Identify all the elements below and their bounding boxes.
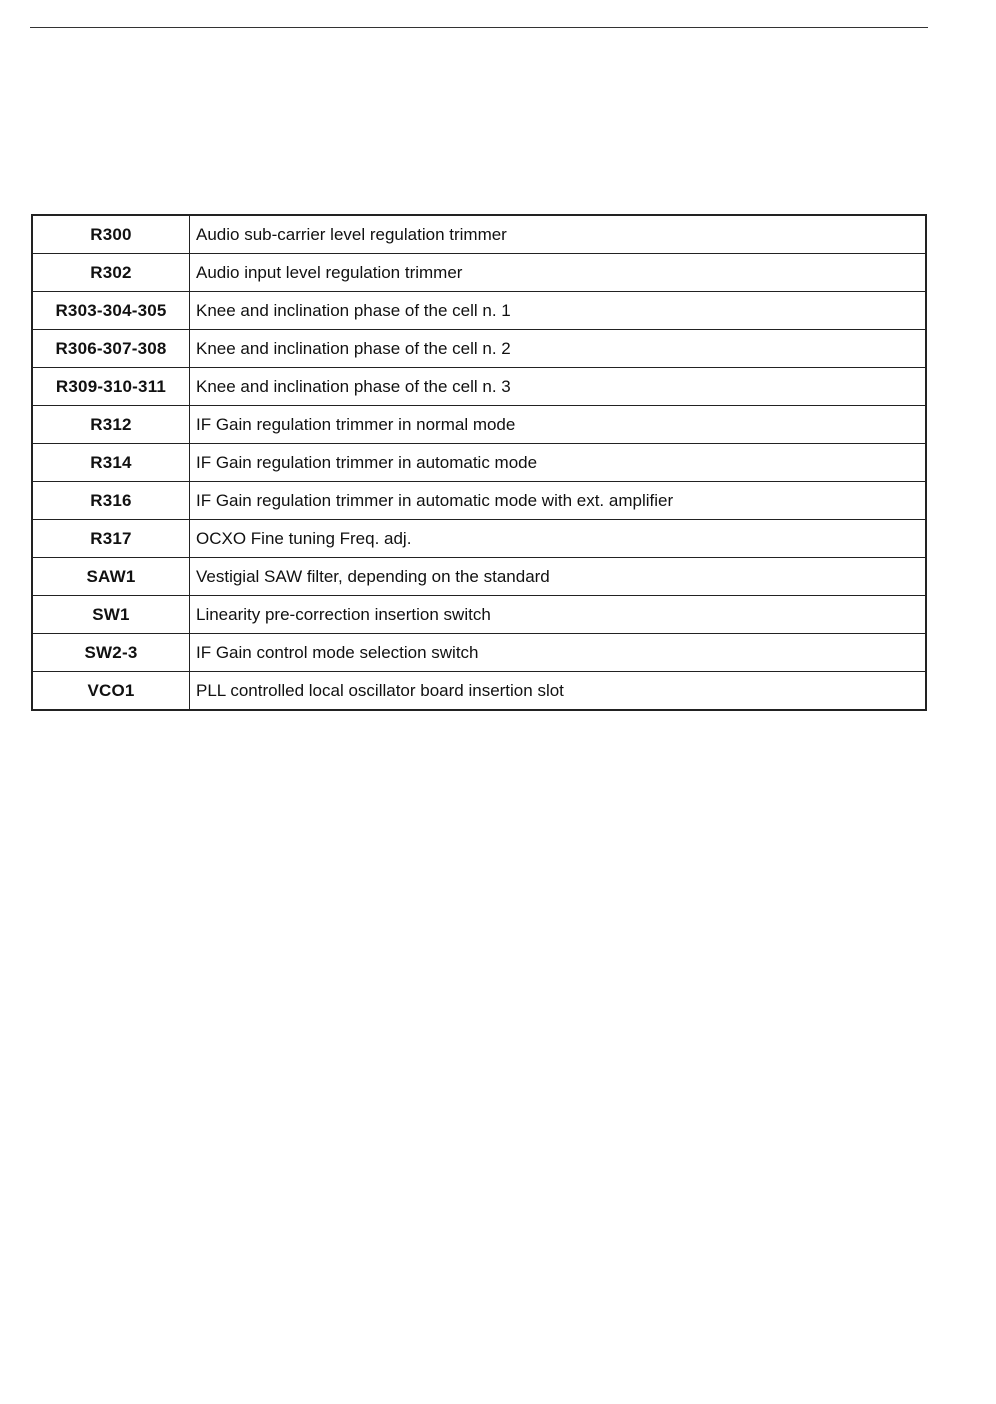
table-row — [32, 596, 926, 634]
component-description: Audio input level regulation trimmer — [190, 254, 927, 292]
component-description: Linearity pre-correction insertion switch — [190, 596, 927, 634]
table-row — [32, 482, 926, 520]
table-row — [32, 330, 926, 368]
component-description: Vestigial SAW filter, depending on the standard — [190, 558, 927, 596]
component-description: Knee and inclination phase of the cell n. 3 — [190, 368, 927, 406]
component-ref: SW2-3 — [32, 634, 190, 672]
component-ref: R316 — [32, 482, 190, 520]
table-row — [32, 254, 926, 292]
header-rule — [30, 27, 928, 28]
component-description: Audio sub-carrier level regulation trimmer — [190, 215, 927, 254]
table-row — [32, 406, 926, 444]
component-description: PLL controlled local oscillator board insertion slot — [190, 672, 927, 711]
component-ref: R309-310-311 — [32, 368, 190, 406]
component-ref: R306-307-308 — [32, 330, 190, 368]
table-row — [32, 520, 926, 558]
component-description: Knee and inclination phase of the cell n. 2 — [190, 330, 927, 368]
component-table-body — [32, 215, 926, 710]
component-ref: VCO1 — [32, 672, 190, 711]
component-table — [31, 214, 927, 711]
component-ref: R300 — [32, 215, 190, 254]
component-ref: R302 — [32, 254, 190, 292]
table-row — [32, 672, 926, 711]
component-description: IF Gain regulation trimmer in automatic mode with ext. amplifier — [190, 482, 927, 520]
component-ref: R312 — [32, 406, 190, 444]
component-description: IF Gain regulation trimmer in normal mode — [190, 406, 927, 444]
table-row — [32, 292, 926, 330]
table-row — [32, 634, 926, 672]
component-ref: R314 — [32, 444, 190, 482]
component-ref: R303-304-305 — [32, 292, 190, 330]
table-row — [32, 444, 926, 482]
component-description: Knee and inclination phase of the cell n. 1 — [190, 292, 927, 330]
component-ref: SW1 — [32, 596, 190, 634]
table-row — [32, 558, 926, 596]
component-description: OCXO Fine tuning Freq. adj. — [190, 520, 927, 558]
table-row — [32, 368, 926, 406]
component-description: IF Gain regulation trimmer in automatic mode — [190, 444, 927, 482]
component-description: IF Gain control mode selection switch — [190, 634, 927, 672]
table-row — [32, 215, 926, 254]
component-ref: R317 — [32, 520, 190, 558]
component-ref: SAW1 — [32, 558, 190, 596]
